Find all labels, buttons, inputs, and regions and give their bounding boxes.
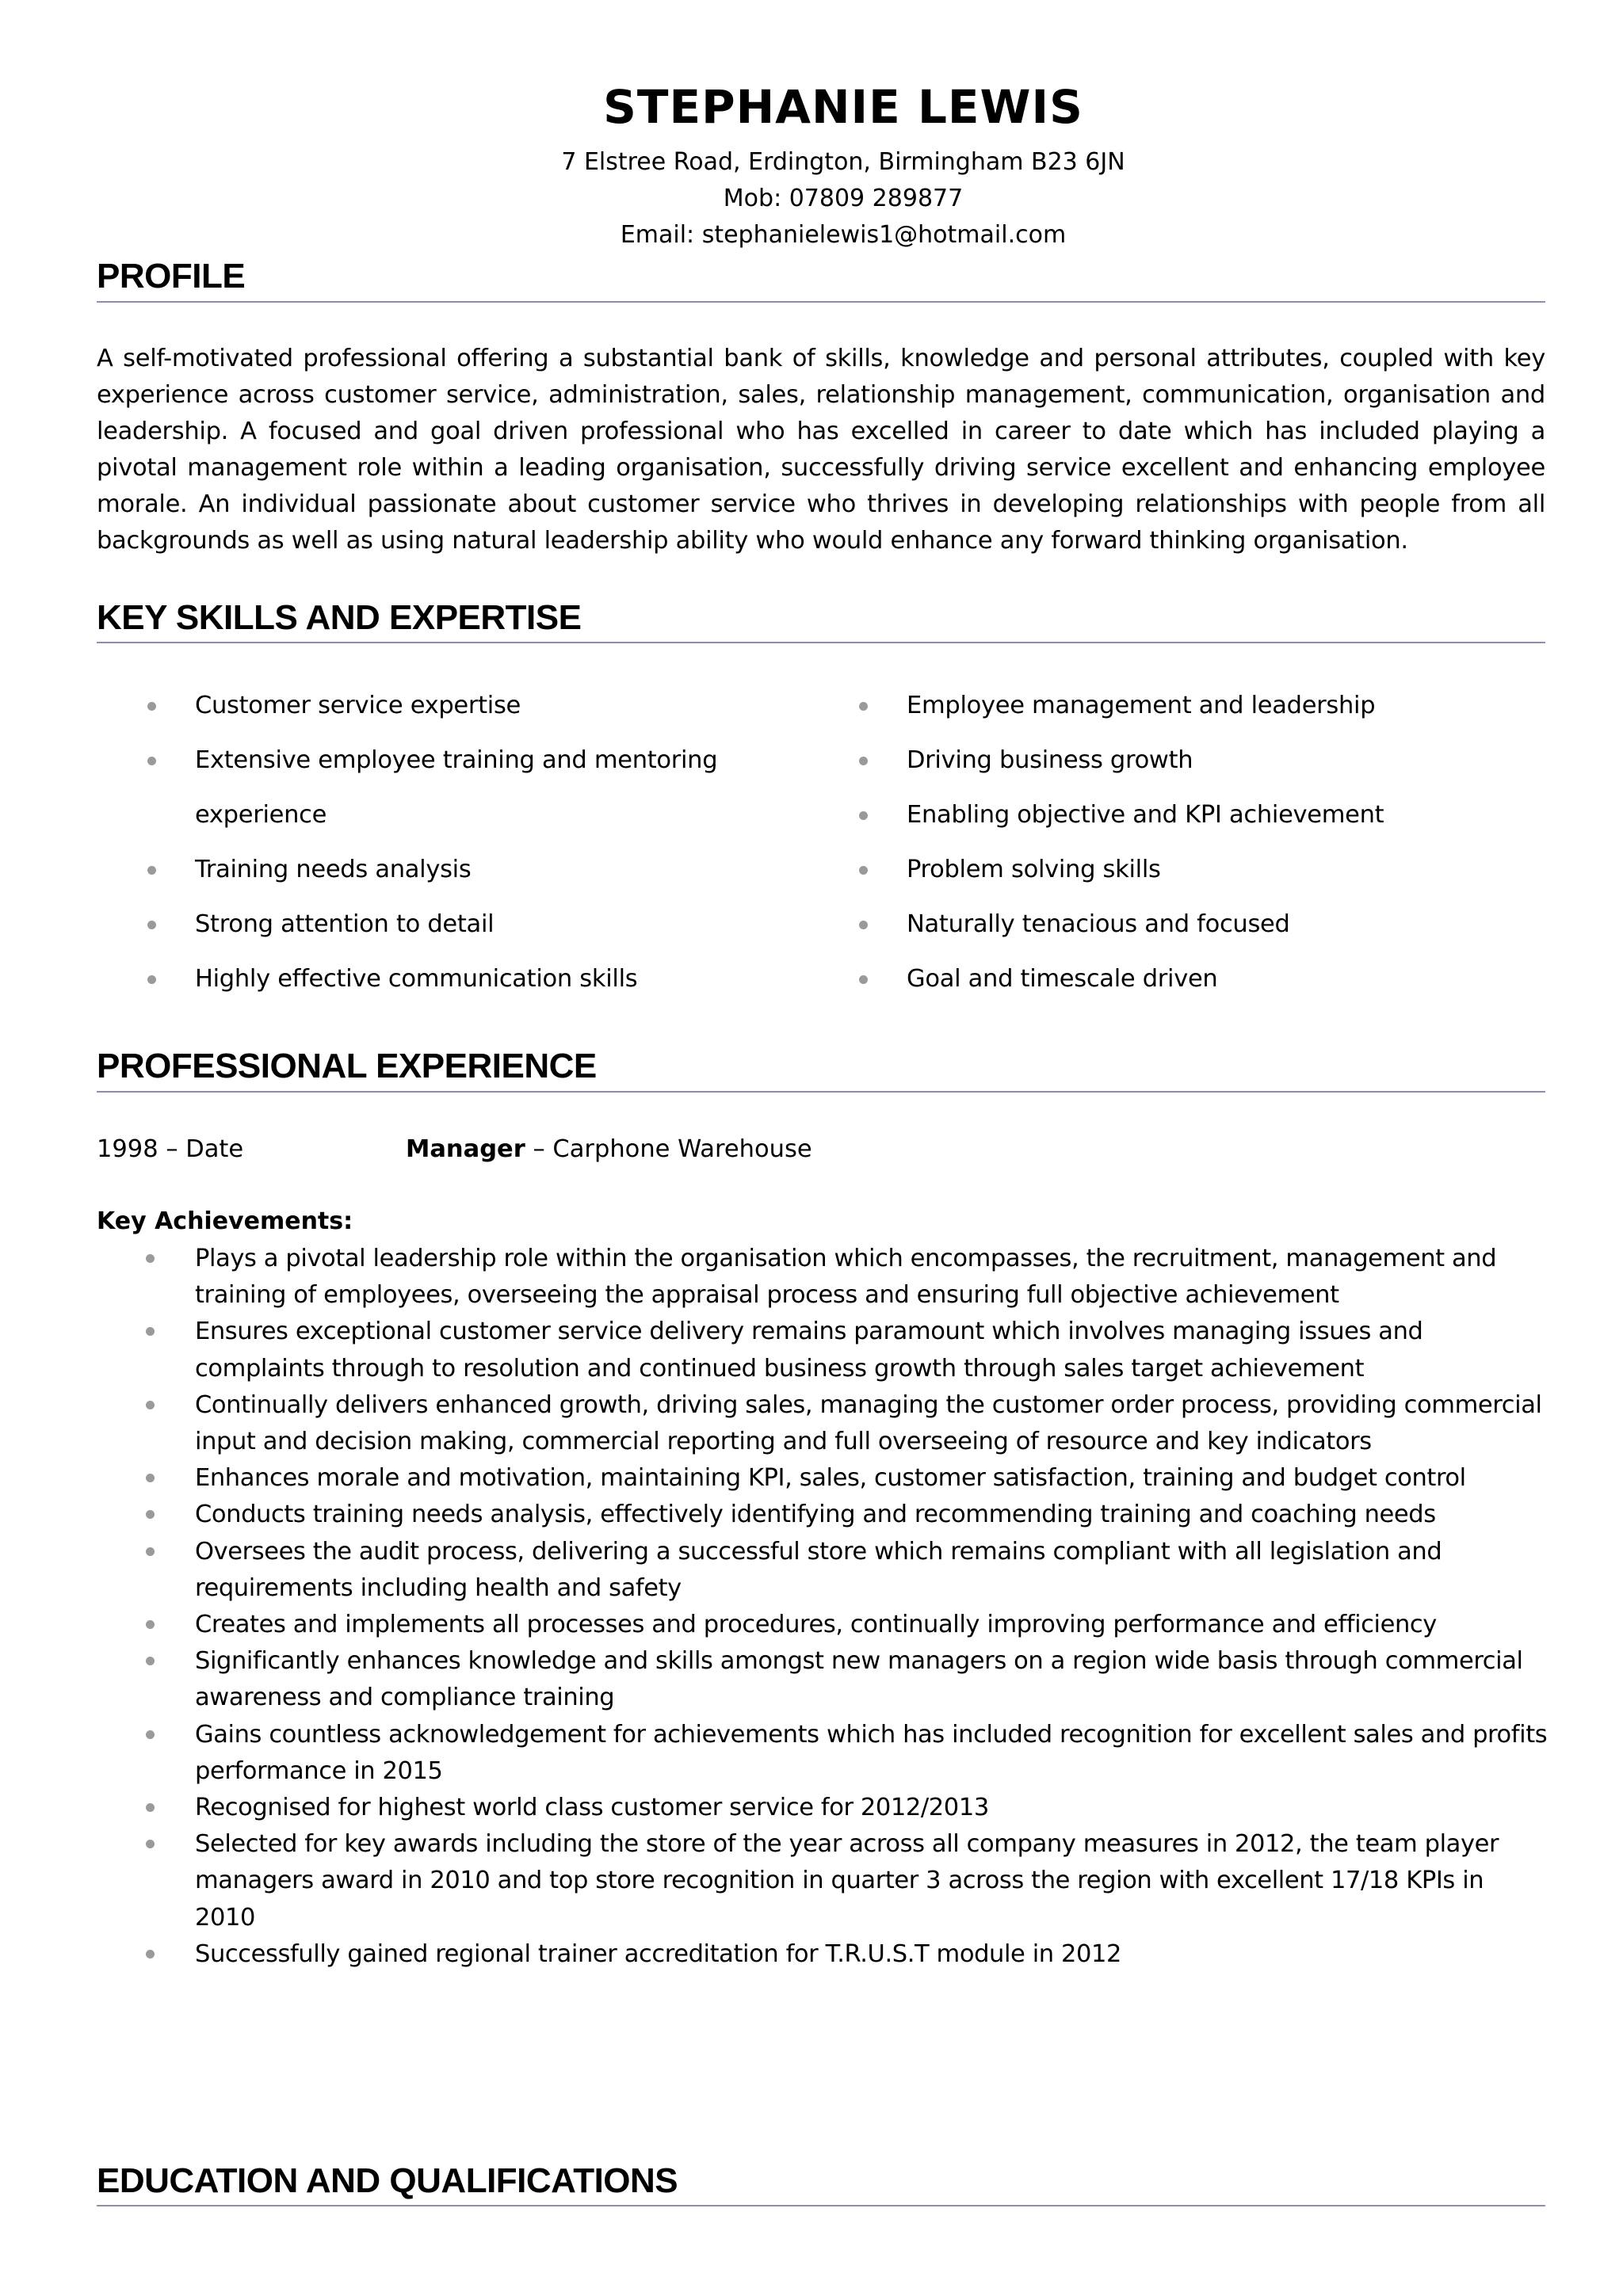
bullet-icon	[146, 1840, 155, 1848]
achievement-item: Recognised for highest world class customer service for 2012/2013	[146, 1790, 1549, 1826]
skill-item: Employee management and leadership	[859, 678, 1541, 733]
bullet-icon	[147, 975, 156, 984]
skill-item: Driving business growth	[859, 733, 1541, 788]
achievements-list	[146, 1241, 1549, 1973]
bullet-icon	[859, 702, 868, 711]
skills-right-list	[859, 678, 1541, 1006]
bullet-icon	[146, 1510, 155, 1519]
achievements-heading: Key Achievements:	[97, 1207, 353, 1235]
skill-item: Extensive employee training and mentoring experience	[147, 733, 750, 842]
bullet-icon	[146, 1547, 155, 1556]
achievement-item: Gains countless acknowledgement for achievements which has included recognition for excellent sales and profits performance in 2015	[146, 1717, 1549, 1790]
skills-divider	[97, 642, 1545, 643]
bullet-icon	[146, 1803, 155, 1812]
bullet-icon	[859, 921, 868, 929]
education-divider	[97, 2205, 1545, 2206]
skill-item: Highly effective communication skills	[147, 952, 750, 1006]
achievement-item: Continually delivers enhanced growth, driving sales, managing the customer order process, providing commercial input and decision making, commercial reporting and full overseeing of resource and key indicators	[146, 1387, 1549, 1460]
skills-left-list	[147, 678, 750, 1006]
job-title	[406, 1131, 812, 1168]
skill-item: Training needs analysis	[147, 842, 750, 897]
achievement-item: Ensures exceptional customer service delivery remains paramount which involves managing issues and complaints through to resolution and continued business growth through sales target achievement	[146, 1314, 1549, 1386]
skill-item: Strong attention to detail	[147, 897, 750, 952]
bullet-icon	[146, 1657, 155, 1665]
profile-divider	[97, 301, 1545, 303]
address: 7 Elstree Road, Erdington, Birmingham B23 6JN	[561, 148, 1125, 176]
education-heading: EDUCATION AND QUALIFICATIONS	[97, 2161, 678, 2200]
skill-item: Goal and timescale driven	[859, 952, 1541, 1006]
achievement-item: Creates and implements all processes and procedures, continually improving performance and efficiency	[146, 1607, 1549, 1643]
bullet-icon	[146, 1401, 155, 1409]
achievement-item: Plays a pivotal leadership role within the organisation which encompasses, the recruitment, management and training of employees, overseeing the appraisal process and ensuring full objective achievement	[146, 1241, 1549, 1314]
bullet-icon	[146, 1254, 155, 1263]
achievement-item: Conducts training needs analysis, effectively identifying and recommending training and coaching needs	[146, 1497, 1549, 1533]
bullet-icon	[146, 1474, 155, 1482]
candidate-name: STEPHANIE LEWIS	[603, 80, 1083, 134]
bullet-icon	[859, 811, 868, 820]
bullet-icon	[859, 866, 868, 875]
job-role: Manager	[406, 1135, 525, 1163]
bullet-icon	[147, 921, 156, 929]
bullet-icon	[147, 702, 156, 711]
achievement-item: Successfully gained regional trainer accreditation for T.R.U.S.T module in 2012	[146, 1936, 1549, 1973]
skill-item: Customer service expertise	[147, 678, 750, 733]
bullet-icon	[859, 757, 868, 765]
experience-divider	[97, 1091, 1545, 1093]
skill-item: Naturally tenacious and focused	[859, 897, 1541, 952]
skill-item: Problem solving skills	[859, 842, 1541, 897]
job-company: – Carphone Warehouse	[525, 1135, 812, 1163]
skills-heading: KEY SKILLS AND EXPERTISE	[97, 598, 582, 637]
profile-heading: PROFILE	[97, 257, 246, 296]
experience-heading: PROFESSIONAL EXPERIENCE	[97, 1047, 597, 1085]
bullet-icon	[146, 1620, 155, 1629]
skill-item: Enabling objective and KPI achievement	[859, 788, 1541, 842]
job-dates: 1998 – Date	[97, 1135, 244, 1163]
achievement-item: Enhances morale and motivation, maintaining KPI, sales, customer satisfaction, training and budget control	[146, 1460, 1549, 1497]
achievement-item: Significantly enhances knowledge and skills amongst new managers on a region wide basis through commercial awareness and compliance training	[146, 1643, 1549, 1716]
mobile-number: Mob: 07809 289877	[723, 185, 964, 212]
bullet-icon	[146, 1950, 155, 1958]
bullet-icon	[859, 975, 868, 984]
bullet-icon	[146, 1730, 155, 1739]
email-address: Email: stephanielewis1@hotmail.com	[620, 221, 1067, 249]
achievement-item: Selected for key awards including the store of the year across all company measures in 2012, the team player managers award in 2010 and top store recognition in quarter 3 across the region with excellent 17/18 KPIs in 2010	[146, 1826, 1549, 1936]
bullet-icon	[147, 757, 156, 765]
bullet-icon	[146, 1327, 155, 1336]
achievement-item: Oversees the audit process, delivering a successful store which remains compliant with all legislation and requirements including health and safety	[146, 1534, 1549, 1607]
profile-text: A self-motivated professional offering a substantial bank of skills, knowledge and personal attributes, coupled with key experience across customer service, administration, sales, relationship management, communication, organisation and leadership. A focused and goal driven professional who has excelled in career to date which has included playing a pivotal management role within a leading organisation, successfully driving service excellent and enhancing employee morale. An individual passionate about customer service who thrives in developing relationships with people from all backgrounds as well as using natural leadership ability who would enhance any forward thinking organisation.	[97, 345, 1545, 555]
bullet-icon	[147, 866, 156, 875]
